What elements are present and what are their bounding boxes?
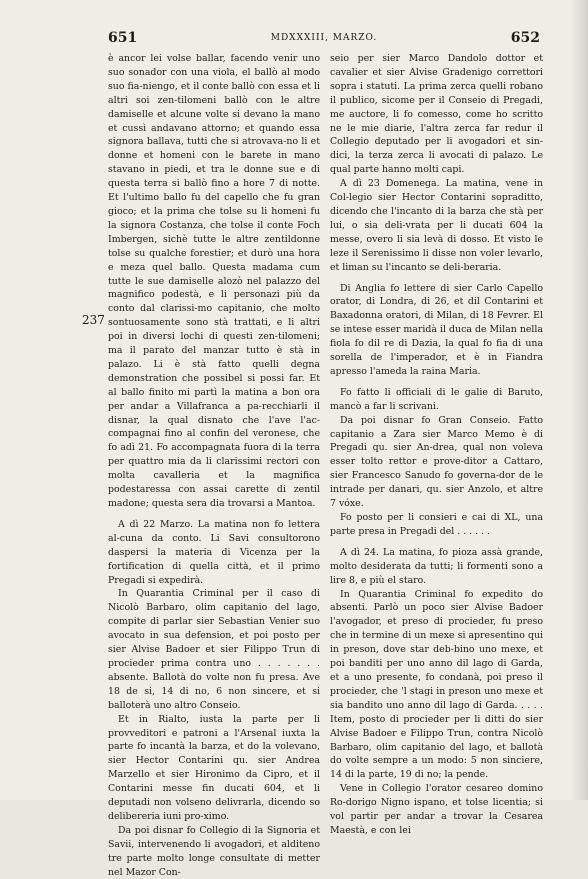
left-column [108, 52, 320, 879]
paragraph: Vene in Collegio l'orator cesareo domino Ro-dorigo Nigno ispano, et tolse licentia; si vol partir per andar a trovar la Cesarea Maestà, e con lei [330, 783, 543, 836]
running-title: MDXXXIII, MARZO. [270, 33, 378, 43]
paragraph: Et in Rialto, iusta la parte per li provveditori e patroni a l'Arsenal iuxta la parte fo incantà la barza, et do la volevano, sier Hector Contarini qu. sier Andrea Marzello et sier Hironimo da Cipro, et il Contarini messe fin ducati 604, et li deputadi non volseno delivrarla, dicendo so delibereria iuni pro-ximo. [108, 713, 320, 822]
paragraph: Da poi disnar fo Gran Conseio. Fatto capitanio a Zara sier Marco Memo è di Pregadi qu. sier An-drea, qual non voleva esser tolto rettor e prove-ditor a Cattaro, sier Francesco Sanudo fo governa-dor de le intrade per danari, qu. sier Anzolo, et altre 7 vóxe. [330, 414, 543, 510]
paragraph: Fo posto per li consieri e cai di XL, una parte presa in Pregadi del . . . . . . [330, 512, 543, 537]
paragraph: Da poi disnar fo Collegio di la Signoria et Savii, intervenendo li avogadori, et alditeno tre parte molto longe consultate di metter nel Mazor Con- [108, 824, 320, 878]
paragraph: seio per sier Marco Dandolo dottor et cavalier et sier Alvise Gradenigo correttori sopra i statuti. La prima zerca quelli robano il publico, sicome per il Conseio di Pregadi, me auctore, li fo comesso, come ho scritto ne le mie diarie, l'altra zerca far redur il Collegio deputado per li avogadori et sin-dici, la terza zerca li avocati di palazo. Le qual parte hanno molti capi. [330, 53, 543, 176]
right-column [330, 52, 543, 838]
page-edge-shadow [570, 0, 588, 800]
page-number-right: 652 [510, 30, 540, 46]
paragraph: è ancor lei volse ballar, facendo venir uno suo sonador con una viola, el ballò al modo suo fia-niengo, et il conte ballò con essa et li altri soi zen-tilomeni ballò con le altre damiselle et alcune volte si devano la mano et cussì andavano attorno; et quando essa signora ballava, tutti che si atrovava-no li et donne et homeni con le barete in mano stavano in piedi, et tra le donne sue e di questa terra si ballò fino a hore 7 di notte. Et l'ultimo ballo fu del capello che fu gran gioco; et la prima che tolse su li homeni fu la signora Costanza, che tolse il conte Foch Imbergen, sichè tutte le altre zentildonne tolse su qualche forestier; et durò una hora e meza quel ballo. Questa madama cum tutte le sue damiselle alozò nel palazzo del magnifico podestà, e li personazi più da conto dal clarissi-mo capitanio, che molto sontuosamente sono stà trattati, e li altri poi in diversi lochi di questi zen-tilomeni; ma il parato del manzar tutto è stà in palazo. Li è stà fatto quelli degna demonstration che possibel si possi far. Et al ballo finito mi partì la matina a bon ora per andar a Villafranca a pa-recchiarli il disnar, la qual disnato che l'ave l'ac-compagnai fino al confin del veronese, che fo adì 21. Fo accompagnata fuora di la terra per quattro mia da li clarissimi rectori con molta cavalleria et la magnifica podestaressa con assai carette di zentil madone; questa sera dia trovarsi a Mantoa. [108, 53, 320, 509]
paragraph: In Quarantia Criminal fo expedito do absenti. Parlò un poco sier Alvise Badoer l'avogador, et preso di procieder, fu preso che in termine di un mexe si apresentino qui in preson, dove star deb-bino uno mexe, et poi banditi per uno anno dil lago di Garda, et a uno presente, fo condanà, poi preso il procieder, che 'l stagi in preson uno mexe et sia bandito uno anno dil lago di Garda. . . . . Item, posto di procieder per li ditti do sier Alvise Badoer e Filippo Trun, contra Nicolò Barbaro, olim capitanio del lago, et ballotà do volte sempre a un modo: 5 non sinciere, 14 di la parte, 19 di no; la pende. [330, 588, 543, 781]
page-header [108, 30, 540, 50]
paragraph: A dì 23 Domenega. La matina, vene in Col-legio sier Hector Contarini sopraditto, dicendo che l'incanto di la barza che stà per lui, o sia deli-vrata per li ducati 604 la messe, overo li sia levà di dosso. Et visto le leze il Serenissimo li disse non voler levarlo, et liman su l'incanto se deli-beraria. [330, 178, 543, 273]
paragraph: A dì 22 Marzo. La matina non fo lettera al-cuna da conto. Li Savi consultorono daspersi la materia di Vicenza per la fortification di quella città, et il primo Pregadi si expedirà. [108, 518, 320, 586]
margin-number: 237 [82, 313, 105, 327]
paragraph: In Quarantia Criminal per il caso di Nicolò Barbaro, olim capitanio del lago, compite di parlar sier Sebastian Venier suo avocato in sua defension, et poi posto per sier Alvise Badoer et sier Filippo Trun di procieder prima contra uno . . . . . . . absente. Ballotà do volte non fu presa. Ave 18 de si, 14 di no, 6 non sincere, et si balloterà uno altro Conseio. [108, 588, 320, 711]
paragraph: Fo fatto li officiali di le galie di Baruto, mancò a far li scrivani. [330, 386, 543, 412]
paragraph: Di Anglia fo lettere di sier Carlo Capello orator, di Londra, di 26, et dil Contarini et Baxadonna oratori, di Milan, di 18 Fevrer. El se intese esser maridà il duca de Milan nella fiola fo dil re di Dazia, la qual fo fia di una sorella de l'imperador, et è in Fiandra apresso l'ameda la raina Maria. [330, 282, 543, 377]
page-number-left: 651 [108, 30, 138, 46]
paragraph: A dì 24. La matina, fo pioza assà grande, molto desiderata da tutti; li formenti sono a lire 8, e più el staro. [330, 546, 543, 586]
